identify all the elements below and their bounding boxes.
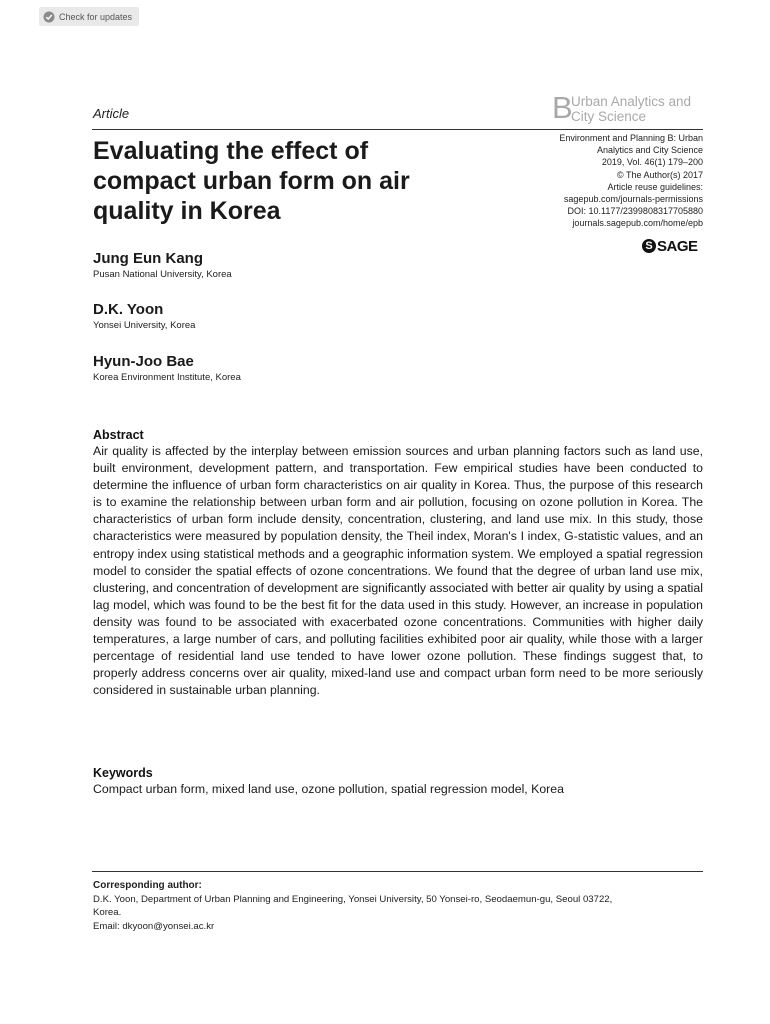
author-name: Jung Eun Kang <box>93 250 203 267</box>
journal-home-link[interactable]: journals.sagepub.com/home/epb <box>572 218 703 229</box>
journal-info-line: Environment and Planning B: Urban <box>559 133 703 143</box>
keywords-section <box>93 765 703 798</box>
journal-info-line: Article reuse guidelines: <box>607 181 703 192</box>
sage-logo <box>642 237 704 255</box>
footnote-divider <box>92 871 703 872</box>
check-updates-icon <box>43 11 55 23</box>
author-name: D.K. Yoon <box>93 301 164 318</box>
article-type-label: Article <box>93 106 130 121</box>
check-updates-label: Check for updates <box>59 11 133 22</box>
corresponding-author-line: D.K. Yoon, Department of Urban Planning and Engineering, Yonsei University, 50 Yonsei-ro, Seodaemun-gu, Seoul 03722, <box>93 893 613 905</box>
journal-brand-letter: B <box>552 90 573 125</box>
sage-logo-word: SAGE <box>657 237 698 255</box>
journal-brand <box>552 90 707 125</box>
keywords-text: Compact urban form, mixed land use, ozone pollution, spatial regression model, Korea <box>93 782 564 796</box>
journal-info-line: © The Author(s) 2017 <box>616 169 703 180</box>
journal-info-link[interactable]: sagepub.com/journals-permissions <box>563 194 703 205</box>
corresponding-author-heading: Corresponding author: <box>93 880 202 891</box>
author-name: Hyun-Joo Bae <box>93 353 194 370</box>
author-affiliation: Pusan National University, Korea <box>93 269 232 280</box>
journal-info-line: Analytics and City Science <box>596 145 703 156</box>
abstract-heading: Abstract <box>93 428 144 442</box>
check-for-updates-button[interactable] <box>39 7 139 26</box>
journal-info-line: 2019, Vol. 46(1) 179–200 <box>601 157 703 168</box>
author-block <box>93 250 232 281</box>
author-block <box>93 301 195 332</box>
author-affiliation: Korea Environment Institute, Korea <box>93 372 241 383</box>
corresponding-author-line: Korea. <box>93 907 122 918</box>
journal-brand-name: Urban Analytics and City Science <box>571 94 692 124</box>
title-divider <box>92 129 703 130</box>
abstract-section <box>93 427 703 699</box>
paper-title: Evaluating the effect of compact urban form on air quality in Korea <box>93 137 410 225</box>
journal-doi[interactable]: DOI: 10.1177/2399808317705880 <box>567 206 703 217</box>
corresponding-author-note <box>93 879 705 933</box>
sage-logo-icon: S <box>642 239 656 253</box>
abstract-text: Air quality is affected by the interplay between emission sources and urban planning factors such as land use, built environment, development pattern, and transportation. Few empirical studies have been conducted to determine the influence of urban form characteristics on air quality in Korea. Thus, the purpose of this research is to examine the relationship between urban form and air pollution, focusing on ozone pollution in Korea. The characteristics of urban form include density, concentration, clustering, and land use mix. In this study, those characteristics were measured by population density, the Theil index, Moran's I index, G-statistic values, and an entropy index using statistical methods and a geographic information system. We employed a spatial regression model to consider the spatial effects of ozone concentrations. We found that the degree of urban land use mix, clustering, and concentration of development are significantly associated with better air quality by using a spatial lag model, which was found to be the best fit for the data used in this study. However, an increase in population density was found to be associated with exacerbated ozone concentrations. Communities with higher daily temperatures, a large number of cars, and polluting facilities exhibited poor air quality, while those with a larger percentage of residential land use tended to have lower ozone pollution. These findings suggest that, to properly address concerns over air quality, mixed-land use and compact urban form need to be more seriously considered in sustainable urban planning. <box>93 444 703 698</box>
keywords-heading: Keywords <box>93 766 153 780</box>
journal-info <box>483 132 703 230</box>
author-affiliation: Yonsei University, Korea <box>93 320 196 331</box>
corresponding-author-email[interactable]: Email: dkyoon@yonsei.ac.kr <box>93 920 215 932</box>
author-block <box>93 353 241 384</box>
